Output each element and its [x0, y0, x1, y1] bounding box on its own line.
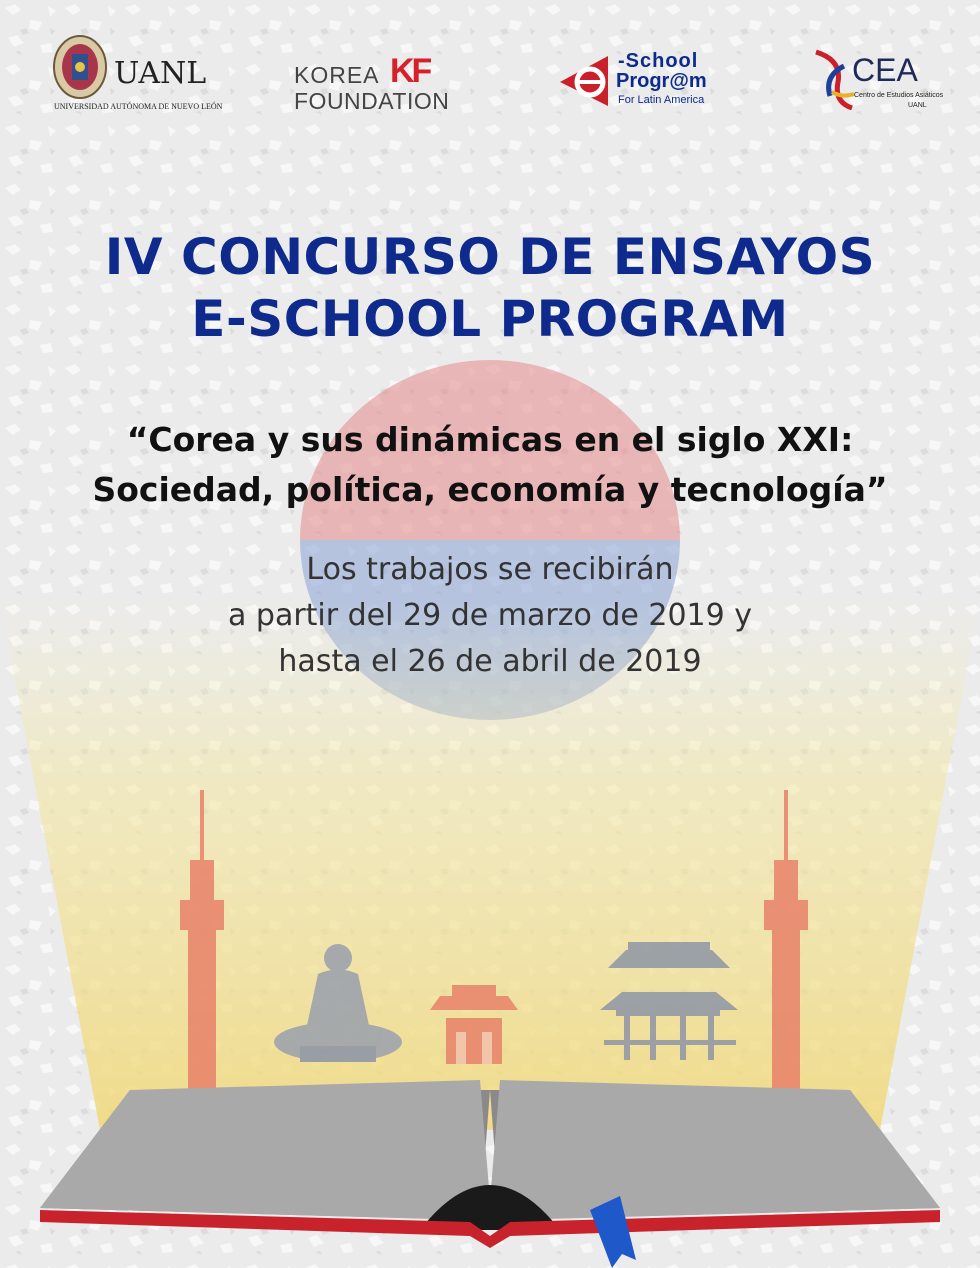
buddha-statue-icon — [274, 944, 402, 1062]
eschool-logo — [556, 50, 726, 120]
cea-swirl-icon — [808, 46, 858, 110]
uanl-name: UANL — [114, 56, 207, 91]
cea-caption1: Centro de Estudios Asiáticos — [854, 92, 944, 99]
uanl-caption: UNIVERSIDAD AUTÓNOMA DE NUEVO LEÓN — [54, 102, 223, 111]
dates-line-3: hasta el 26 de abril de 2019 — [278, 644, 702, 679]
kf-line1: KOREA — [294, 62, 380, 88]
pavilion-icon — [600, 942, 738, 1060]
eschool-line2: Progr@m — [616, 70, 707, 92]
uanl-logo — [52, 34, 222, 114]
title-line-2: E-SCHOOL PROGRAM — [191, 290, 789, 348]
logo-bar — [0, 30, 980, 120]
eschool-line1: -School — [618, 50, 699, 72]
right-tower-icon — [756, 790, 816, 1140]
open-book-icon — [40, 1080, 940, 1268]
cea-logo — [808, 46, 944, 126]
korea-landmarks-book-illustration — [0, 760, 980, 1268]
kf-mark: KF — [390, 52, 430, 90]
palace-gate-icon — [430, 985, 518, 1064]
dates-line-1: Los trabajos se recibirán — [306, 552, 674, 587]
kf-line2: FOUNDATION — [294, 88, 450, 114]
subtitle-line-2: Sociedad, política, economía y tecnología” — [92, 470, 888, 509]
cea-name: CEA — [852, 52, 918, 88]
eschool-line3: For Latin America — [618, 94, 705, 106]
cea-caption2: UANL — [908, 102, 927, 109]
title-line-1: IV CONCURSO DE ENSAYOS — [104, 228, 876, 286]
dates-line-2: a partir del 29 de marzo de 2019 y — [227, 598, 753, 633]
korea-foundation-logo — [294, 52, 454, 112]
eschool-e-icon — [556, 54, 612, 108]
uanl-seal-icon — [52, 34, 108, 100]
subtitle-line-1: “Corea y sus dinámicas en el siglo XXI: — [126, 420, 854, 459]
